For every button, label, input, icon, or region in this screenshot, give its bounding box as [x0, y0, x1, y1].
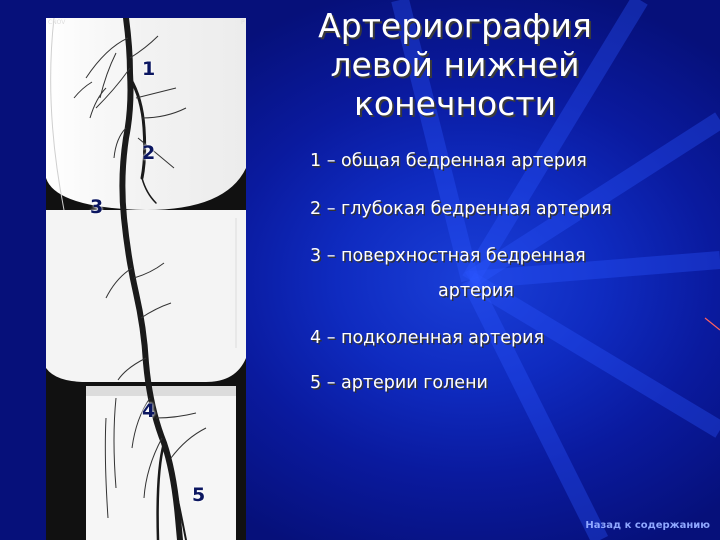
image-corner-text-right: P [241, 19, 245, 26]
image-label-3: 3 [90, 196, 104, 218]
angiography-image [46, 18, 246, 540]
image-label-2: 2 [142, 142, 156, 164]
title-line-1: Артериография [318, 6, 592, 45]
image-label-5: 5 [192, 484, 206, 506]
legend-item-3-continued: артерия [438, 281, 514, 301]
legend-item-4: 4 – подколенная артерия [310, 328, 544, 348]
back-to-contents-link[interactable]: Назад к содержанию [585, 520, 710, 531]
image-label-4: 4 [142, 400, 156, 422]
legend-item-2: 2 – глубокая бедренная артерия [310, 199, 612, 219]
legend-item-3: 3 – поверхностная бедренная [310, 246, 586, 266]
image-corner-text-left: CNOV [48, 19, 66, 26]
slide-title [290, 6, 620, 123]
legend-item-1: 1 – общая бедренная артерия [310, 151, 587, 171]
legend-item-5: 5 – артерии голени [310, 373, 488, 393]
image-label-1: 1 [142, 58, 156, 80]
title-line-3: конечности [353, 84, 557, 123]
title-line-2: левой нижней [330, 45, 580, 84]
